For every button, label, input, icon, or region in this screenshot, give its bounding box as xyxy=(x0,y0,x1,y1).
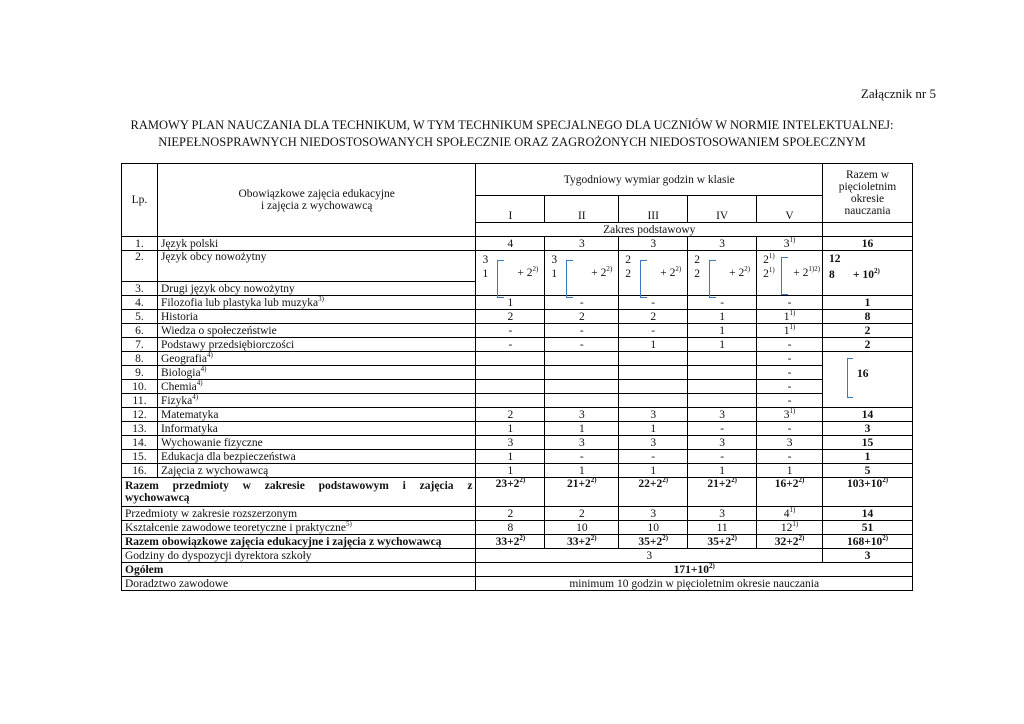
row-lp: 5. xyxy=(122,310,158,324)
row-value: 2 xyxy=(476,408,545,422)
footnote-ref: 2) xyxy=(731,533,737,542)
science-total xyxy=(823,352,913,408)
language-top: 2 xyxy=(694,254,700,266)
footnote-ref: 1) xyxy=(789,322,796,331)
footnote-ref: 2) xyxy=(814,265,821,274)
row-value: - xyxy=(619,296,688,310)
row-value-empty xyxy=(476,380,545,394)
table-row xyxy=(122,436,913,450)
footnote-ref: 2) xyxy=(873,267,880,276)
row-lp: 6. xyxy=(122,324,158,338)
row-value: - xyxy=(545,450,619,464)
table-row xyxy=(122,338,913,352)
table-row xyxy=(122,464,913,478)
plus-text: + 2 xyxy=(517,267,533,279)
footnote-ref: 2) xyxy=(590,533,597,542)
footnote-ref: 2) xyxy=(731,476,737,485)
table-row xyxy=(122,324,913,338)
annex-label: Załącznik nr 5 xyxy=(860,86,936,101)
row-value: 1 xyxy=(757,464,823,478)
row-value: 3 xyxy=(757,436,823,450)
row-value-empty xyxy=(545,394,619,408)
page-title xyxy=(60,117,964,151)
language-top: 3 xyxy=(482,254,489,266)
footnote-ref: 1) xyxy=(789,505,796,514)
row-value-empty xyxy=(476,352,545,366)
header-weekly: Tygodniowy wymiar godzin w klasie xyxy=(476,164,823,196)
extended-row xyxy=(122,507,913,521)
footnote-ref: 4) xyxy=(196,378,203,387)
footnote-ref: 1) xyxy=(789,308,796,317)
language-bottom-num: 2 xyxy=(763,268,769,280)
vocational-row xyxy=(122,521,913,535)
row-value: 1 xyxy=(476,464,545,478)
row-value xyxy=(757,324,823,338)
row-value: 1 xyxy=(619,464,688,478)
row-total: 51 xyxy=(823,521,913,535)
row-value: 1 xyxy=(688,464,757,478)
row-lp: 14. xyxy=(122,436,158,450)
row-lp: 3. xyxy=(122,282,158,296)
row-lp: 9. xyxy=(122,366,158,380)
footnote-ref: 2) xyxy=(744,265,751,274)
overall-label: Ogółem xyxy=(122,563,476,577)
row-value: 8 xyxy=(476,521,545,535)
row-value: 1 xyxy=(545,464,619,478)
sum-value-num: 33+2 xyxy=(566,535,591,548)
header-subjects xyxy=(157,164,475,237)
row-value: - xyxy=(757,380,823,394)
row-subject: Podstawy przedsiębiorczości xyxy=(157,338,475,352)
bracket-mark xyxy=(781,257,788,295)
row-value: - xyxy=(688,296,757,310)
sum-basic-value xyxy=(476,478,545,507)
sum-value-num: 33+2 xyxy=(495,535,520,548)
row-value: 3 xyxy=(545,436,619,450)
table-row xyxy=(122,366,913,380)
sum-basic-label-line2: wychowawcą xyxy=(125,492,190,504)
footnote-ref: 2) xyxy=(662,533,669,542)
sum-value-num: 32+2 xyxy=(774,535,799,548)
bracket-mark xyxy=(566,260,573,298)
row-value: - xyxy=(476,338,545,352)
language-bottom: 1 xyxy=(482,268,489,280)
row-value: 3 xyxy=(619,237,688,251)
row-value: - xyxy=(545,338,619,352)
row-total: 14 xyxy=(823,507,913,521)
row-value: 3 xyxy=(688,408,757,422)
row-subject xyxy=(157,296,475,310)
footnote-ref: 2) xyxy=(798,533,805,542)
sum-all-value xyxy=(476,535,545,549)
table-row xyxy=(122,296,913,310)
row-total: 15 xyxy=(823,436,913,450)
table-row xyxy=(122,352,913,366)
row-subject-text: Filozofia lub plastyka lub muzyka xyxy=(160,296,319,309)
table-row xyxy=(122,310,913,324)
language-bottom: 2 xyxy=(625,268,632,280)
language-plus xyxy=(793,267,820,279)
row-subject: Język polski xyxy=(157,237,475,251)
advice-value: minimum 10 godzin w pięcioletnim okresie nauczania xyxy=(476,577,913,591)
bracket-mark xyxy=(847,358,853,398)
row-subject xyxy=(157,394,475,408)
row-value: 10 xyxy=(619,521,688,535)
extended-label: Przedmioty w zakresie rozszerzonym xyxy=(122,507,476,521)
language-bottom xyxy=(763,268,775,280)
language-total xyxy=(823,251,913,296)
row-value: 2 xyxy=(619,310,688,324)
row-lp: 15. xyxy=(122,450,158,464)
row-value-empty xyxy=(688,380,757,394)
header-class-4: IV xyxy=(688,196,757,223)
table-row xyxy=(122,408,913,422)
row-value: 1 xyxy=(476,296,545,310)
sum-all-value xyxy=(545,535,619,549)
row-value: 4 xyxy=(476,237,545,251)
footnote-ref: 1) xyxy=(768,266,775,275)
language-total-b: 8 xyxy=(829,269,835,281)
language-top xyxy=(763,254,775,266)
header-class-1: I xyxy=(476,196,545,223)
header-class-5: V xyxy=(757,196,823,223)
plus-text: + 10 xyxy=(853,269,874,281)
language-total-a: 12 xyxy=(829,253,841,265)
language-cell-1 xyxy=(476,251,545,296)
vocational-label xyxy=(122,521,476,535)
row-value: 1 xyxy=(688,310,757,324)
overall-value xyxy=(476,563,913,577)
sum-basic-label-line1: Razem przedmioty w zakresie podstawowym i zajęcia z xyxy=(125,480,473,492)
sum-basic-value xyxy=(688,478,757,507)
footnote-ref: 2) xyxy=(662,476,669,485)
sum-total-num: 103+10 xyxy=(846,478,883,490)
row-value: - xyxy=(757,450,823,464)
footnote-ref: 1) xyxy=(789,235,796,244)
footnote-ref: 5) xyxy=(345,519,352,528)
language-cell-4 xyxy=(688,251,757,296)
row-value: 3 xyxy=(545,408,619,422)
director-label: Godziny do dyspozycji dyrektora szkoły xyxy=(122,549,476,563)
sum-value-num: 35+2 xyxy=(707,535,732,548)
row-value: - xyxy=(757,422,823,436)
row-lp: 2. xyxy=(122,251,158,282)
header-lp: Lp. xyxy=(122,164,158,237)
header-scope-empty xyxy=(823,223,913,237)
header-row xyxy=(122,164,913,196)
footnote-ref: 2) xyxy=(882,533,889,542)
row-value: 3 xyxy=(688,237,757,251)
sum-all-total xyxy=(823,535,913,549)
row-value: - xyxy=(757,296,823,310)
language-plus xyxy=(729,267,750,279)
language-bottom: 1 xyxy=(551,268,558,280)
row-subject: Język obcy nowożytny xyxy=(157,251,475,282)
row-value xyxy=(757,521,823,535)
row-total: 2 xyxy=(823,338,913,352)
row-value: - xyxy=(476,324,545,338)
sum-all-value xyxy=(757,535,823,549)
row-subject: Wychowanie fizyczne xyxy=(157,436,475,450)
row-subject-text: Geografia xyxy=(160,352,207,365)
row-value xyxy=(757,310,823,324)
footnote-ref: 3) xyxy=(318,294,324,303)
row-value: 1 xyxy=(545,422,619,436)
header-class-2: II xyxy=(545,196,619,223)
footnote-ref: 1) xyxy=(792,519,799,528)
language-total-plus xyxy=(853,269,880,281)
row-total: 14 xyxy=(823,408,913,422)
row-value: 1 xyxy=(688,324,757,338)
footnote-ref: 2) xyxy=(590,476,597,485)
row-value-empty xyxy=(619,352,688,366)
sum-value-num: 35+2 xyxy=(638,535,663,548)
row-subject xyxy=(157,380,475,394)
row-value: 2 xyxy=(476,310,545,324)
row-subject: Edukacja dla bezpieczeństwa xyxy=(157,450,475,464)
row-total: 1 xyxy=(823,296,913,310)
row-value: 3 xyxy=(545,237,619,251)
row-value-empty xyxy=(688,352,757,366)
row-value-num: 3 xyxy=(783,408,790,421)
row-value: 1 xyxy=(688,338,757,352)
overall-value-num: 171+10 xyxy=(673,563,709,576)
row-lp: 7. xyxy=(122,338,158,352)
curriculum-table xyxy=(121,163,913,591)
row-lp: 11. xyxy=(122,394,158,408)
title-line-2: NIEPEŁNOSPRAWNYCH NIEDOSTOSOWANYCH SPOŁECZNIE ORAZ ZAGROŻONYCH NIEDOSTOSOWANIEM SPOŁECZNYM xyxy=(158,135,866,149)
row-lp: 4. xyxy=(122,296,158,310)
footnote-ref: 2) xyxy=(606,265,613,274)
footnote-ref: 2) xyxy=(532,265,539,274)
row-subject: Zajęcia z wychowawcą xyxy=(157,464,475,478)
row-value: - xyxy=(545,324,619,338)
row-lp: 13. xyxy=(122,422,158,436)
language-bottom: 2 xyxy=(694,268,700,280)
row-value: 3 xyxy=(619,436,688,450)
row-value: - xyxy=(757,338,823,352)
bracket-mark xyxy=(640,260,647,298)
row-total: 16 xyxy=(823,237,913,251)
sum-all-value xyxy=(688,535,757,549)
sum-all-value xyxy=(619,535,688,549)
footnote-ref: 2) xyxy=(798,476,805,485)
row-subject xyxy=(157,366,475,380)
row-value: 3 xyxy=(688,436,757,450)
row-value-empty xyxy=(619,380,688,394)
sum-all-label: Razem obowiązkowe zajęcia edukacyjne i zajęcia z wychowawcą xyxy=(122,535,476,549)
row-value: 2 xyxy=(545,507,619,521)
row-value-num: 3 xyxy=(783,237,790,250)
bracket-mark xyxy=(497,260,504,298)
row-subject: Drugi język obcy nowożytny xyxy=(157,282,475,296)
table-row xyxy=(122,394,913,408)
language-cell-3 xyxy=(619,251,688,296)
overall-row xyxy=(122,563,913,577)
language-plus xyxy=(591,267,612,279)
row-value: 3 xyxy=(688,507,757,521)
row-subject xyxy=(157,352,475,366)
row-value-num: 1 xyxy=(783,324,790,337)
vocational-label-text: Kształcenie zawodowe teoretyczne i praktyczne xyxy=(125,521,346,534)
plus-text: + 2 xyxy=(660,267,676,279)
row-lp: 10. xyxy=(122,380,158,394)
footnote-ref: 2) xyxy=(708,561,715,570)
header-total: Razem w pięcioletnim okresie nauczania xyxy=(823,164,913,223)
sum-value-num: 16+2 xyxy=(774,478,799,490)
row-value-empty xyxy=(619,394,688,408)
row-value: - xyxy=(757,352,823,366)
table-row xyxy=(122,450,913,464)
advice-label: Doradztwo zawodowe xyxy=(122,577,476,591)
footnote-ref: 2) xyxy=(882,476,889,485)
sum-basic-value xyxy=(757,478,823,507)
row-total: 5 xyxy=(823,464,913,478)
row-value xyxy=(757,408,823,422)
director-row xyxy=(122,549,913,563)
plus-text: + 2 xyxy=(793,267,809,279)
row-lp: 8. xyxy=(122,352,158,366)
sum-value-num: 21+2 xyxy=(566,478,591,490)
row-subject-text: Biologia xyxy=(160,366,201,379)
footnote-ref: 2) xyxy=(675,265,682,274)
row-value: - xyxy=(757,366,823,380)
sum-value-num: 22+2 xyxy=(638,478,663,490)
header-subjects-line1: Obowiązkowe zajęcia edukacyjne xyxy=(238,188,395,200)
row-subject-text: Fizyka xyxy=(160,394,193,407)
table-row xyxy=(122,380,913,394)
row-value-num: 4 xyxy=(783,507,790,520)
row-subject: Wiedza o społeczeństwie xyxy=(157,324,475,338)
row-value-empty xyxy=(688,394,757,408)
sum-total-num: 168+10 xyxy=(846,535,883,548)
row-value: 10 xyxy=(545,521,619,535)
row-subject: Matematyka xyxy=(157,408,475,422)
table-row xyxy=(122,251,913,282)
plus-text: + 2 xyxy=(591,267,607,279)
row-value: 3 xyxy=(619,507,688,521)
sum-value-num: 23+2 xyxy=(495,478,520,490)
footnote-ref: 4) xyxy=(206,350,213,359)
row-value: - xyxy=(619,450,688,464)
row-value-num: 12 xyxy=(780,521,793,534)
row-value-empty xyxy=(545,352,619,366)
row-value: 3 xyxy=(619,408,688,422)
header-scope: Zakres podstawowy xyxy=(476,223,823,237)
row-value-empty xyxy=(545,366,619,380)
row-value: - xyxy=(619,324,688,338)
sum-basic-value xyxy=(619,478,688,507)
row-value: 1 xyxy=(619,338,688,352)
row-lp: 16. xyxy=(122,464,158,478)
table-row xyxy=(122,422,913,436)
row-value-empty xyxy=(545,380,619,394)
header-subjects-line2: i zajęcia z wychowawcą xyxy=(260,200,373,212)
director-value: 3 xyxy=(476,549,823,563)
plus-text: + 2 xyxy=(729,267,745,279)
row-value: 1 xyxy=(476,422,545,436)
title-line-1: RAMOWY PLAN NAUCZANIA DLA TECHNIKUM, W TYM TECHNIKUM SPECJALNEGO DLA UCZNIÓW W NORMIE INTELEKTUALNEJ: xyxy=(130,118,894,132)
row-value: 3 xyxy=(476,436,545,450)
row-total: 8 xyxy=(823,310,913,324)
row-value: 2 xyxy=(545,310,619,324)
footnote-ref: 1) xyxy=(808,265,815,274)
language-top: 3 xyxy=(551,254,558,266)
row-value-num: 1 xyxy=(783,310,790,323)
row-value: - xyxy=(688,450,757,464)
sum-basic-label xyxy=(122,478,476,507)
footnote-ref: 2) xyxy=(519,533,526,542)
row-value xyxy=(757,507,823,521)
row-value: 11 xyxy=(688,521,757,535)
row-subject-text: Chemia xyxy=(160,380,197,393)
language-top-num: 2 xyxy=(763,254,769,266)
row-value-empty xyxy=(619,366,688,380)
row-value-empty xyxy=(688,366,757,380)
row-total: 2 xyxy=(823,324,913,338)
row-value: 2 xyxy=(476,507,545,521)
row-value xyxy=(757,237,823,251)
row-lp: 1. xyxy=(122,237,158,251)
language-plus xyxy=(517,267,538,279)
row-value: 1 xyxy=(619,422,688,436)
row-value: - xyxy=(688,422,757,436)
language-cell-2 xyxy=(545,251,619,296)
bracket-mark xyxy=(709,260,716,298)
science-total-value: 16 xyxy=(857,368,869,380)
footnote-ref: 4) xyxy=(192,392,199,401)
row-value: - xyxy=(545,296,619,310)
footnote-ref: 2) xyxy=(519,476,526,485)
footnote-ref: 4) xyxy=(200,364,207,373)
row-value: 1 xyxy=(476,450,545,464)
row-lp: 12. xyxy=(122,408,158,422)
row-total: 3 xyxy=(823,422,913,436)
row-subject: Historia xyxy=(157,310,475,324)
sum-basic-value xyxy=(545,478,619,507)
advice-row xyxy=(122,577,913,591)
header-class-3: III xyxy=(619,196,688,223)
sum-basic-total xyxy=(823,478,913,507)
sum-basic-row xyxy=(122,478,913,507)
language-plus xyxy=(660,267,681,279)
table-row xyxy=(122,237,913,251)
footnote-ref: 1) xyxy=(768,252,775,261)
row-value-empty xyxy=(476,366,545,380)
row-subject: Informatyka xyxy=(157,422,475,436)
sum-all-row xyxy=(122,535,913,549)
language-cell-5 xyxy=(757,251,823,296)
language-top: 2 xyxy=(625,254,632,266)
footnote-ref: 1) xyxy=(789,406,796,415)
row-total: 1 xyxy=(823,450,913,464)
sum-value-num: 21+2 xyxy=(707,478,732,490)
director-total: 3 xyxy=(823,549,913,563)
row-value-empty xyxy=(476,394,545,408)
row-value: - xyxy=(757,394,823,408)
